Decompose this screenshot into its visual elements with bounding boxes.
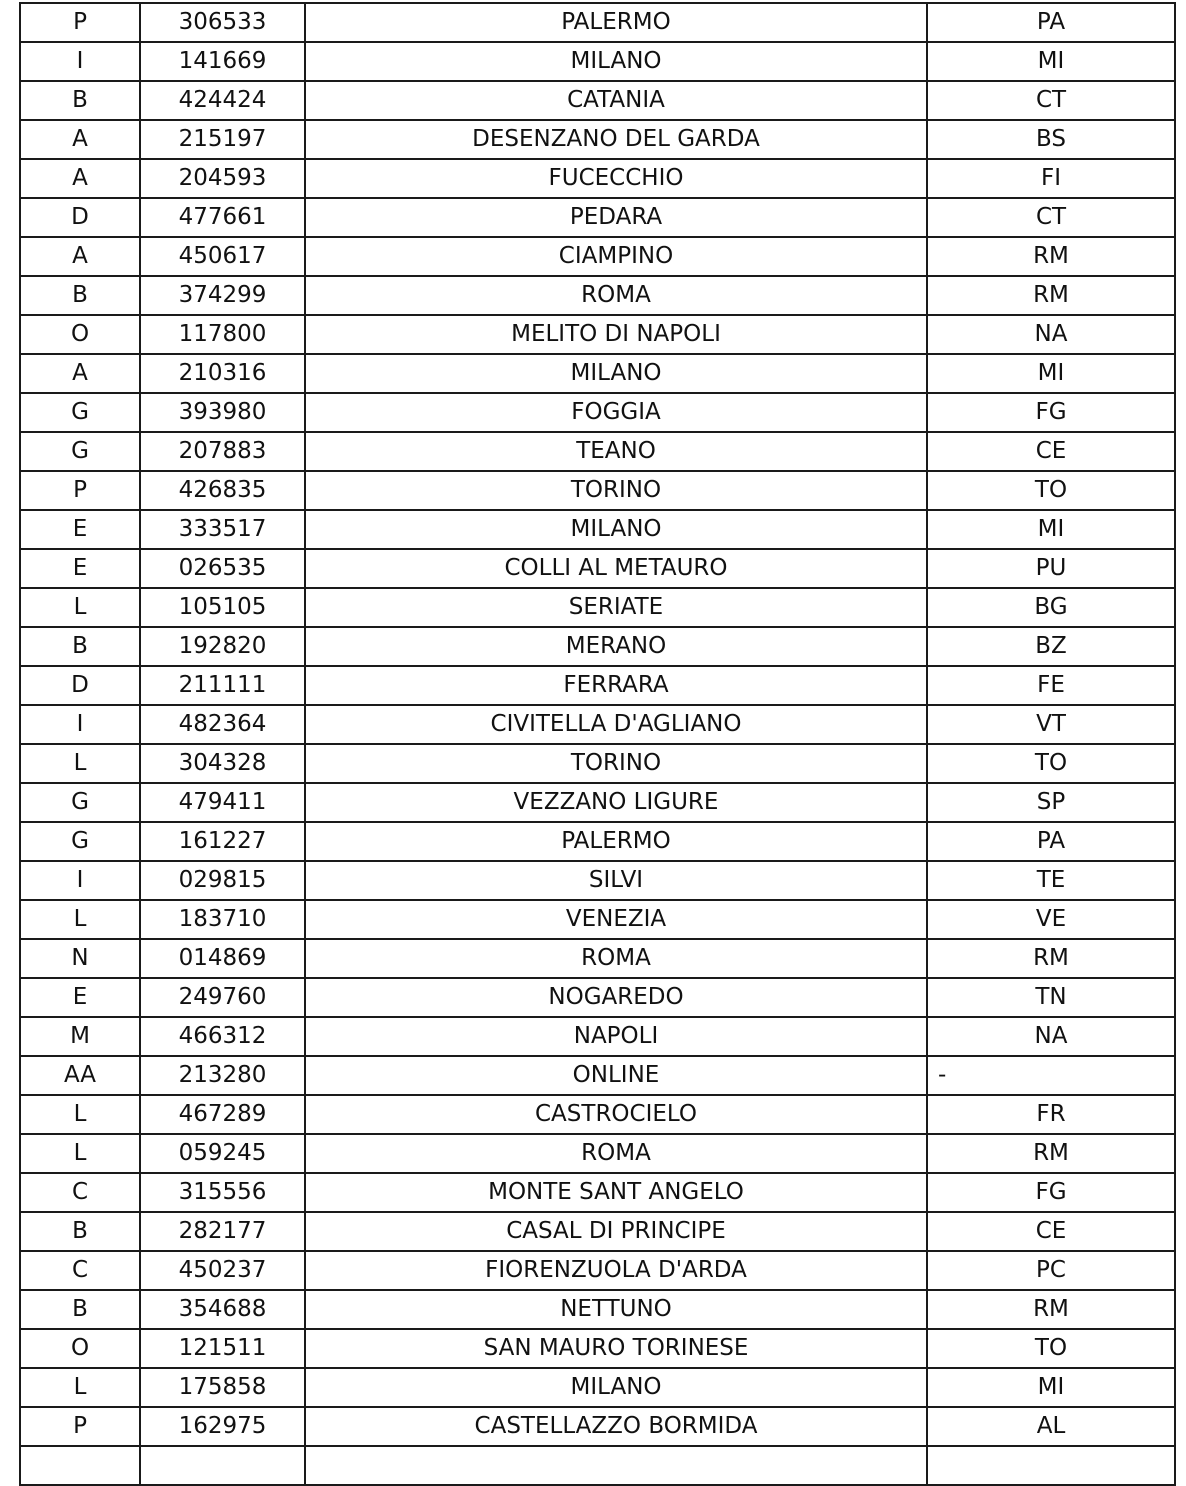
city-cell: SERIATE: [305, 588, 927, 627]
province-cell: [927, 1446, 1175, 1485]
category-cell: L: [20, 588, 140, 627]
city-cell: MILANO: [305, 42, 927, 81]
city-cell: TORINO: [305, 744, 927, 783]
province-cell: FI: [927, 159, 1175, 198]
code-cell: 014869: [140, 939, 305, 978]
code-cell: 450617: [140, 237, 305, 276]
province-cell: PU: [927, 549, 1175, 588]
code-cell: 105105: [140, 588, 305, 627]
city-cell: VEZZANO LIGURE: [305, 783, 927, 822]
province-cell: VE: [927, 900, 1175, 939]
table-row: [20, 1407, 1175, 1446]
code-cell: 479411: [140, 783, 305, 822]
province-cell: MI: [927, 1368, 1175, 1407]
province-cell: PA: [927, 3, 1175, 42]
city-cell: MILANO: [305, 510, 927, 549]
table-row: [20, 627, 1175, 666]
province-cell: NA: [927, 315, 1175, 354]
city-cell: FOGGIA: [305, 393, 927, 432]
code-cell: 121511: [140, 1329, 305, 1368]
code-cell: 059245: [140, 1134, 305, 1173]
province-cell: BG: [927, 588, 1175, 627]
category-cell: A: [20, 159, 140, 198]
province-cell: TO: [927, 744, 1175, 783]
table-row: [20, 1056, 1175, 1095]
province-cell: MI: [927, 510, 1175, 549]
category-cell: [20, 1446, 140, 1485]
code-cell: 026535: [140, 549, 305, 588]
code-cell: 282177: [140, 1212, 305, 1251]
data-table: [19, 2, 1176, 1486]
city-cell: ONLINE: [305, 1056, 927, 1095]
category-cell: L: [20, 1134, 140, 1173]
table-row: [20, 471, 1175, 510]
city-cell: CASTELLAZZO BORMIDA: [305, 1407, 927, 1446]
city-cell: NOGAREDO: [305, 978, 927, 1017]
code-cell: 315556: [140, 1173, 305, 1212]
code-cell: [140, 1446, 305, 1485]
category-cell: N: [20, 939, 140, 978]
category-cell: AA: [20, 1056, 140, 1095]
province-cell: MI: [927, 354, 1175, 393]
category-cell: L: [20, 1368, 140, 1407]
city-cell: PALERMO: [305, 3, 927, 42]
province-cell: FE: [927, 666, 1175, 705]
province-cell: CT: [927, 81, 1175, 120]
category-cell: A: [20, 120, 140, 159]
city-cell: MILANO: [305, 354, 927, 393]
table-row: [20, 315, 1175, 354]
code-cell: 192820: [140, 627, 305, 666]
code-cell: 204593: [140, 159, 305, 198]
province-cell: TE: [927, 861, 1175, 900]
table-row: [20, 939, 1175, 978]
category-cell: I: [20, 42, 140, 81]
city-cell: ROMA: [305, 939, 927, 978]
province-cell: CE: [927, 432, 1175, 471]
table-row: [20, 744, 1175, 783]
code-cell: 211111: [140, 666, 305, 705]
province-cell: RM: [927, 1134, 1175, 1173]
city-cell: CIVITELLA D'AGLIANO: [305, 705, 927, 744]
code-cell: 249760: [140, 978, 305, 1017]
table-row: [20, 666, 1175, 705]
table-row: [20, 1368, 1175, 1407]
code-cell: 162975: [140, 1407, 305, 1446]
category-cell: L: [20, 900, 140, 939]
city-cell: FUCECCHIO: [305, 159, 927, 198]
category-cell: B: [20, 81, 140, 120]
table-row: [20, 120, 1175, 159]
category-cell: M: [20, 1017, 140, 1056]
table-row: [20, 237, 1175, 276]
city-cell: CASTROCIELO: [305, 1095, 927, 1134]
code-cell: 426835: [140, 471, 305, 510]
code-cell: 450237: [140, 1251, 305, 1290]
city-cell: CATANIA: [305, 81, 927, 120]
province-cell: FG: [927, 393, 1175, 432]
category-cell: E: [20, 549, 140, 588]
table-row: [20, 1095, 1175, 1134]
table-row: [20, 3, 1175, 42]
category-cell: L: [20, 744, 140, 783]
city-cell: CASAL DI PRINCIPE: [305, 1212, 927, 1251]
category-cell: G: [20, 783, 140, 822]
province-cell: FR: [927, 1095, 1175, 1134]
table-row: [20, 1134, 1175, 1173]
city-cell: COLLI AL METAURO: [305, 549, 927, 588]
category-cell: P: [20, 3, 140, 42]
province-cell: NA: [927, 1017, 1175, 1056]
code-cell: 333517: [140, 510, 305, 549]
province-cell: PC: [927, 1251, 1175, 1290]
category-cell: A: [20, 354, 140, 393]
category-cell: D: [20, 198, 140, 237]
city-cell: FERRARA: [305, 666, 927, 705]
table-row: [20, 198, 1175, 237]
province-cell: RM: [927, 237, 1175, 276]
province-cell: TN: [927, 978, 1175, 1017]
category-cell: I: [20, 705, 140, 744]
table-row: [20, 783, 1175, 822]
table-row: [20, 588, 1175, 627]
province-cell: RM: [927, 939, 1175, 978]
province-cell: BZ: [927, 627, 1175, 666]
category-cell: B: [20, 1290, 140, 1329]
category-cell: B: [20, 1212, 140, 1251]
category-cell: B: [20, 276, 140, 315]
code-cell: 304328: [140, 744, 305, 783]
province-cell: TO: [927, 1329, 1175, 1368]
province-cell: RM: [927, 276, 1175, 315]
table-row: [20, 705, 1175, 744]
table-row: [20, 1173, 1175, 1212]
province-cell: CT: [927, 198, 1175, 237]
city-cell: DESENZANO DEL GARDA: [305, 120, 927, 159]
city-cell: SILVI: [305, 861, 927, 900]
code-cell: 306533: [140, 3, 305, 42]
category-cell: G: [20, 822, 140, 861]
city-cell: FIORENZUOLA D'ARDA: [305, 1251, 927, 1290]
province-cell: FG: [927, 1173, 1175, 1212]
table-row: [20, 42, 1175, 81]
table-row: [20, 159, 1175, 198]
table-body: [20, 3, 1175, 1485]
city-cell: ROMA: [305, 1134, 927, 1173]
table-row: [20, 432, 1175, 471]
code-cell: 354688: [140, 1290, 305, 1329]
category-cell: E: [20, 978, 140, 1017]
province-cell: SP: [927, 783, 1175, 822]
code-cell: 467289: [140, 1095, 305, 1134]
table-row: [20, 978, 1175, 1017]
code-cell: 183710: [140, 900, 305, 939]
province-cell: MI: [927, 42, 1175, 81]
table-row: [20, 354, 1175, 393]
category-cell: C: [20, 1173, 140, 1212]
table-row: [20, 81, 1175, 120]
table-row: [20, 900, 1175, 939]
category-cell: D: [20, 666, 140, 705]
category-cell: P: [20, 471, 140, 510]
category-cell: C: [20, 1251, 140, 1290]
table-row: [20, 861, 1175, 900]
code-cell: 466312: [140, 1017, 305, 1056]
table-row: [20, 822, 1175, 861]
code-cell: 029815: [140, 861, 305, 900]
city-cell: VENEZIA: [305, 900, 927, 939]
province-cell: PA: [927, 822, 1175, 861]
province-cell: CE: [927, 1212, 1175, 1251]
category-cell: P: [20, 1407, 140, 1446]
city-cell: NAPOLI: [305, 1017, 927, 1056]
city-cell: TEANO: [305, 432, 927, 471]
category-cell: O: [20, 1329, 140, 1368]
province-cell: TO: [927, 471, 1175, 510]
city-cell: CIAMPINO: [305, 237, 927, 276]
code-cell: 482364: [140, 705, 305, 744]
province-cell: -: [927, 1056, 1175, 1095]
code-cell: 117800: [140, 315, 305, 354]
code-cell: 374299: [140, 276, 305, 315]
city-cell: [305, 1446, 927, 1485]
code-cell: 213280: [140, 1056, 305, 1095]
code-cell: 161227: [140, 822, 305, 861]
table-row: [20, 1446, 1175, 1485]
city-cell: SAN MAURO TORINESE: [305, 1329, 927, 1368]
table-row: [20, 1329, 1175, 1368]
province-cell: RM: [927, 1290, 1175, 1329]
city-cell: ROMA: [305, 276, 927, 315]
code-cell: 207883: [140, 432, 305, 471]
city-cell: MILANO: [305, 1368, 927, 1407]
table-row: [20, 1290, 1175, 1329]
category-cell: E: [20, 510, 140, 549]
code-cell: 424424: [140, 81, 305, 120]
city-cell: MELITO DI NAPOLI: [305, 315, 927, 354]
table-row: [20, 510, 1175, 549]
code-cell: 175858: [140, 1368, 305, 1407]
code-cell: 215197: [140, 120, 305, 159]
table-row: [20, 276, 1175, 315]
city-cell: PEDARA: [305, 198, 927, 237]
table-row: [20, 1017, 1175, 1056]
category-cell: G: [20, 432, 140, 471]
table-container: [19, 2, 1176, 1486]
code-cell: 393980: [140, 393, 305, 432]
table-row: [20, 393, 1175, 432]
city-cell: TORINO: [305, 471, 927, 510]
province-cell: BS: [927, 120, 1175, 159]
code-cell: 141669: [140, 42, 305, 81]
table-row: [20, 549, 1175, 588]
code-cell: 210316: [140, 354, 305, 393]
category-cell: O: [20, 315, 140, 354]
category-cell: A: [20, 237, 140, 276]
code-cell: 477661: [140, 198, 305, 237]
city-cell: NETTUNO: [305, 1290, 927, 1329]
city-cell: MERANO: [305, 627, 927, 666]
city-cell: MONTE SANT ANGELO: [305, 1173, 927, 1212]
category-cell: B: [20, 627, 140, 666]
table-row: [20, 1212, 1175, 1251]
category-cell: G: [20, 393, 140, 432]
category-cell: L: [20, 1095, 140, 1134]
city-cell: PALERMO: [305, 822, 927, 861]
province-cell: AL: [927, 1407, 1175, 1446]
province-cell: VT: [927, 705, 1175, 744]
category-cell: I: [20, 861, 140, 900]
table-row: [20, 1251, 1175, 1290]
